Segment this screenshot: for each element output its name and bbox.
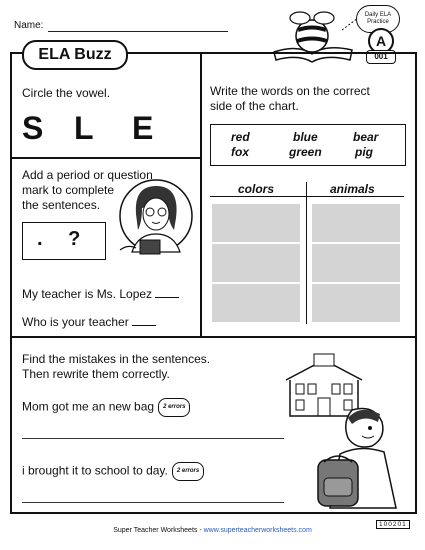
colors-cell[interactable] — [212, 204, 300, 242]
worksheet-number: 001 — [366, 50, 396, 64]
mistake-sentence-1: Mom got me an new bag 2 errors — [22, 398, 190, 417]
word-item: red — [231, 130, 250, 144]
animals-cell[interactable] — [312, 204, 400, 242]
footer-brand: Super Teacher Worksheets - — [113, 527, 204, 534]
mistake-sentence-2: i brought it to school to day. 2 errors — [22, 462, 204, 481]
word-bank — [210, 124, 406, 166]
letter-l[interactable]: L — [74, 110, 95, 146]
error-count-badge: 2 errors — [158, 398, 190, 417]
word-item: bear — [353, 130, 379, 144]
sort-prompt: Write the words on the correct side of the chart. — [210, 84, 370, 113]
colors-header: colors — [238, 182, 275, 196]
section-divider — [10, 336, 415, 338]
footer-url[interactable]: www.superteacherworksheets.com — [203, 527, 312, 534]
vowel-prompt: Circle the vowel. — [22, 86, 111, 100]
animals-header: animals — [330, 182, 375, 196]
teacher-illustration — [118, 178, 194, 270]
mistakes-prompt: Find the mistakes in the sentences. Then rewrite them correctly. — [22, 352, 211, 381]
colors-cell[interactable] — [212, 244, 300, 282]
punctuation-blank[interactable] — [155, 297, 179, 298]
word-item: green — [289, 145, 322, 159]
word-item: fox — [231, 145, 249, 159]
page-title: ELA Buzz — [22, 40, 128, 70]
word-item: pig — [355, 145, 373, 159]
punctuation-blank[interactable] — [132, 325, 156, 326]
column-divider — [200, 52, 202, 336]
name-label: Name: — [14, 20, 44, 31]
level-badge: A — [368, 28, 394, 54]
animals-cell[interactable] — [312, 284, 400, 322]
sentence-2: Who is your teacher — [22, 315, 156, 330]
letter-s[interactable]: S — [22, 110, 45, 146]
daily-practice-badge: Daily ELA Practice — [356, 5, 400, 33]
letter-e[interactable]: E — [132, 110, 155, 146]
chart-header-rule — [210, 196, 404, 197]
name-line[interactable] — [48, 31, 228, 32]
chart-column-divider — [306, 182, 307, 324]
sentence-1: My teacher is Ms. Lopez — [22, 287, 179, 302]
rewrite-line-1[interactable] — [22, 438, 284, 439]
rewrite-line-2[interactable] — [22, 502, 284, 503]
footer — [0, 527, 425, 534]
left-section-divider — [10, 157, 200, 159]
punctuation-prompt: Add a period or question mark to complete the sentences. — [22, 168, 153, 212]
animals-cell[interactable] — [312, 244, 400, 282]
worksheet-code: 100201 — [376, 520, 410, 529]
student-with-backpack-illustration — [300, 404, 412, 510]
punctuation-box: . ? — [22, 222, 106, 260]
error-count-badge: 2 errors — [172, 462, 204, 481]
word-item: blue — [293, 130, 318, 144]
colors-cell[interactable] — [212, 284, 300, 322]
